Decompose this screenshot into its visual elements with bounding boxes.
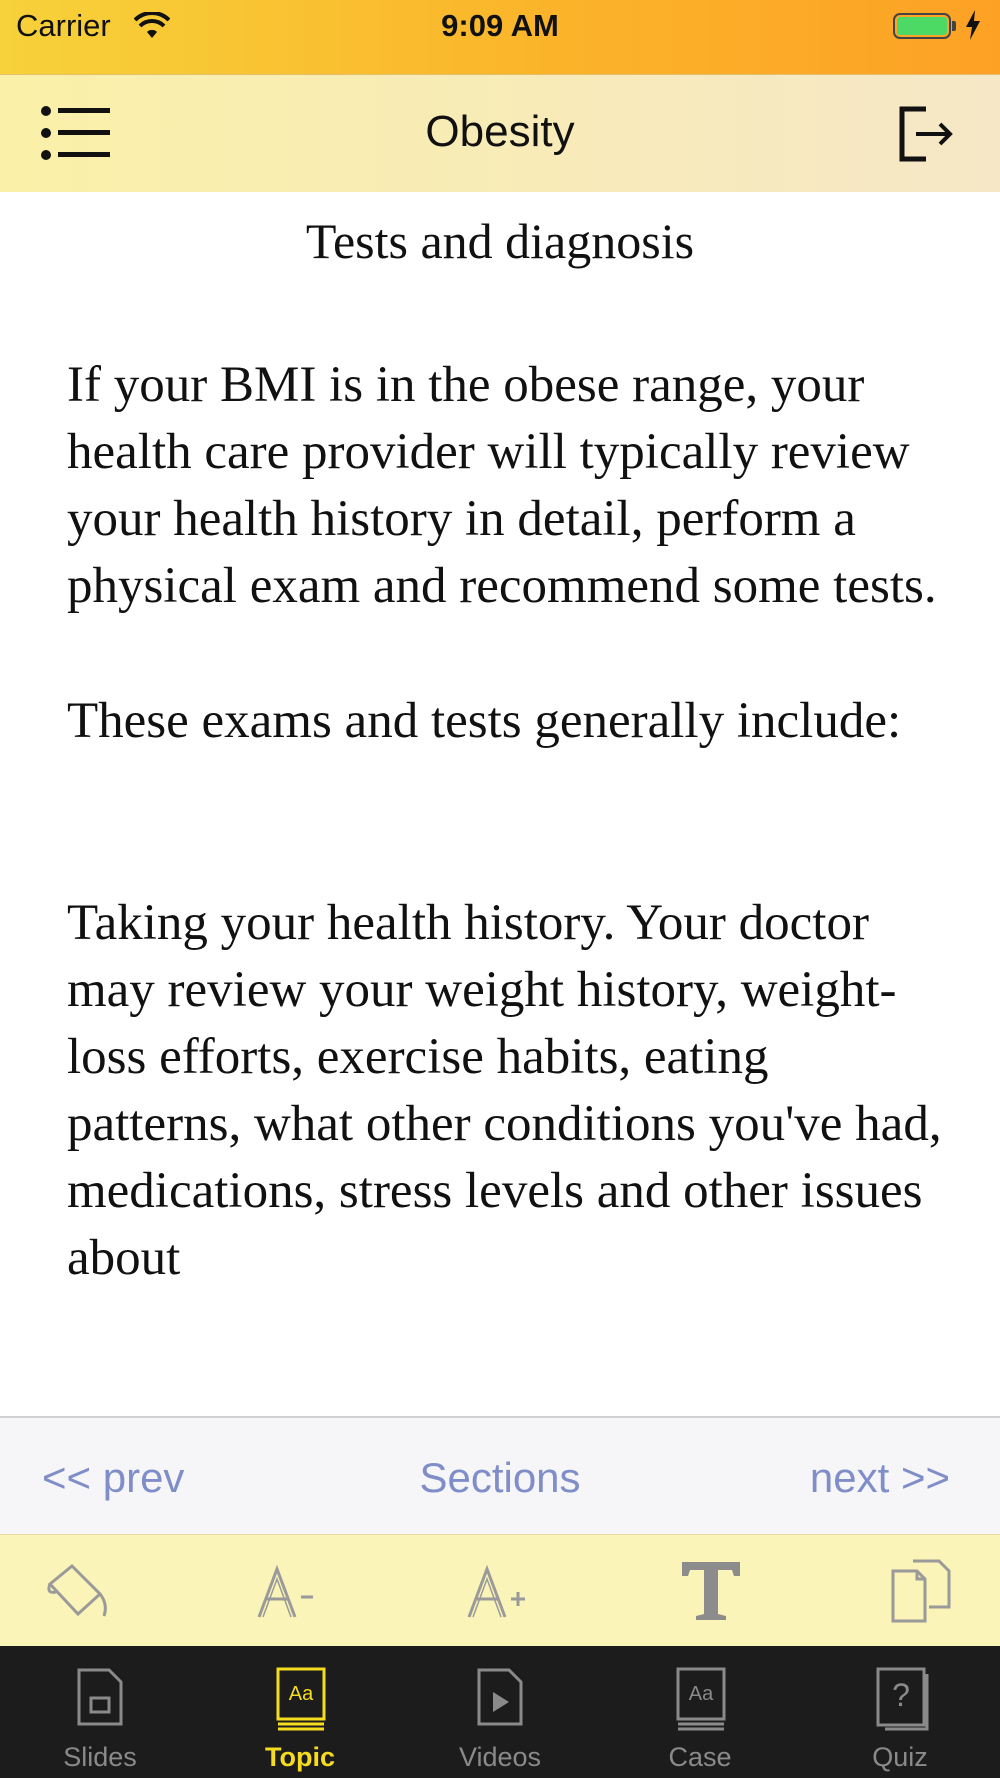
decrease-font-icon[interactable] bbox=[243, 1549, 333, 1633]
tab-label: Topic bbox=[265, 1742, 335, 1772]
charging-bolt-icon bbox=[964, 10, 982, 45]
svg-text:?: ? bbox=[892, 1677, 910, 1713]
copy-icon[interactable] bbox=[877, 1549, 967, 1633]
slides-icon bbox=[75, 1666, 125, 1733]
logout-icon[interactable] bbox=[898, 105, 954, 168]
paint-bucket-icon[interactable] bbox=[32, 1549, 122, 1633]
content-paragraph: Taking your health history. Your doctor may review your weight history, weight-loss efforts, exercise habits, eating patterns, what other conditions you've had, medications, stress levels and other issues about bbox=[67, 895, 942, 1286]
text-toolbar bbox=[0, 1534, 1000, 1647]
content-paragraph: If your BMI is in the obese range, your health care provider will typically review your health history in detail, perform a physical exam and recommend some tests. bbox=[67, 357, 937, 614]
tab-label: Quiz bbox=[872, 1742, 928, 1772]
svg-text:Aa: Aa bbox=[288, 1683, 314, 1705]
font-style-icon[interactable] bbox=[666, 1549, 756, 1633]
increase-font-icon[interactable] bbox=[453, 1549, 543, 1633]
battery-tip bbox=[952, 21, 956, 31]
section-nav bbox=[0, 1416, 1000, 1536]
tab-label: Case bbox=[668, 1742, 732, 1772]
tab-quiz[interactable] bbox=[800, 1646, 1000, 1778]
case-icon bbox=[675, 1666, 727, 1737]
sections-button[interactable]: Sections bbox=[419, 1454, 581, 1501]
battery-icon bbox=[893, 13, 951, 39]
tab-label: Videos bbox=[458, 1742, 542, 1772]
tab-bar bbox=[0, 1646, 1000, 1778]
nav-bar bbox=[0, 74, 1000, 193]
next-button[interactable]: next >> bbox=[809, 1454, 950, 1501]
tab-topic[interactable] bbox=[200, 1646, 400, 1778]
page-title: Obesity bbox=[425, 107, 575, 156]
status-time: 9:09 AM bbox=[441, 8, 559, 43]
tab-case[interactable] bbox=[600, 1646, 800, 1778]
prev-button[interactable]: << prev bbox=[42, 1454, 185, 1501]
content-paragraph: These exams and tests generally include: bbox=[67, 693, 902, 749]
tab-slides[interactable] bbox=[0, 1646, 200, 1778]
status-bar bbox=[0, 0, 1000, 74]
carrier-label: Carrier bbox=[16, 8, 111, 43]
svg-text:Aa: Aa bbox=[688, 1683, 714, 1705]
quiz-icon bbox=[875, 1666, 929, 1737]
section-heading: Tests and diagnosis bbox=[305, 213, 695, 269]
tab-videos[interactable] bbox=[400, 1646, 600, 1778]
topic-content[interactable] bbox=[0, 192, 1000, 1416]
videos-icon bbox=[475, 1666, 525, 1733]
tab-label: Slides bbox=[63, 1742, 137, 1772]
topic-icon bbox=[275, 1666, 327, 1737]
